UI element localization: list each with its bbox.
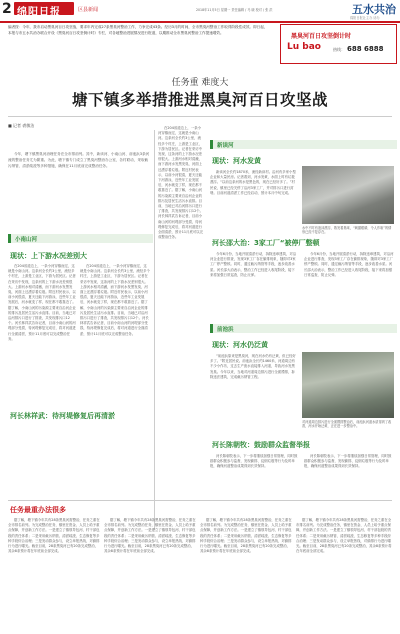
right-col-2b	[304, 252, 394, 316]
section-title: 五水共治	[352, 3, 396, 16]
section-subtitle: 绵阳日报社主办 协办	[350, 16, 380, 20]
right-col-2a	[210, 252, 298, 316]
bottom-col-3	[200, 518, 292, 628]
section-bar-left	[8, 234, 153, 243]
right-col-1	[210, 170, 296, 230]
right-col-3	[210, 354, 296, 432]
bottom-col-1-text: 据了解，塘下镇今年共有28条黑臭河需整治，任务之重在全市排名前列。为完成整治任务，镇里在资金、人员上给予重点保障，并创新工作方法。一是建立了镇领导包河、村干部包段的责任体系；二是采用截污纳管、清淤疏浚、生态修复等多种手段综合治理；三是发动群众参与，设立举报热线，对偷排行为进行曝光。截至目前，28条黑臭河已有20条完成整治，其余8条预计将在年底前全部完成。	[8, 518, 100, 554]
section-title-left: 小南山河	[15, 237, 38, 243]
section-bar-right-top	[210, 140, 397, 149]
byline: ■ 记者 裘敏洁	[8, 123, 35, 128]
river-photo-2	[302, 352, 394, 418]
left-subhead-1: 现状：上下游水况差别大	[10, 252, 87, 260]
right-subhead-1: 现状：河水发黄	[212, 157, 261, 165]
photo-caption-1: 水中不时有泡沫漂浮，散发着臭味，“刺激眼睛，令人作呕”的情形已经不复存在。	[302, 226, 392, 235]
intro-paragraph: 今年，塘下镇黑臭河治理任务在全市排前列。其中，新读河、小南山河、前池浜3条河流的整治任务尤为繁重。为此，塘下镇专门成立了黑臭河整治办公室，各村联动，采取截污纳管、清淤疏浚等多种措施，确保在11月底前完成整治任务。	[8, 152, 150, 168]
bottom-col-3-text: 据了解，塘下镇今年共有28条黑臭河需整治，任务之重在全市排名前列。为完成整治任务，镇里在资金、人员上给予重点保障，并创新工作方法。一是建立了镇领导包河、村干部包段的责任体系；二是采用截污纳管、清淤疏浚、生态修复等多种手段综合治理；三是发动群众参与，设立举报热线，对偷排行为进行曝光。截至目前，28条黑臭河已有20条完成整治，其余8条预计将在年底前全部完成。	[200, 518, 292, 554]
bottom-col-2-text: 据了解，塘下镇今年共有28条黑臭河需整治，任务之重在全市排名前列。为完成整治任务，镇里在资金、人员上给予重点保障，并创新工作方法。一是建立了镇领导包河、村干部包段的责任体系；二是采用截污纳管、清淤疏浚、生态修复等多种手段综合治理；三是发动群众参与，设立举报热线，对偷排行为进行曝光。截至目前，28条黑臭河已有20条完成整治，其余8条预计将在年底前全部完成。	[104, 518, 196, 554]
left-col-a	[8, 264, 76, 492]
right-col-4a-text: 河长陈朝牧表示，下一步将继续加强日常管理，同时鼓励群众积极参与监督，发现偷排、乱倒垃圾等行为及时举报，确保河道整治成果得到长效保持。	[210, 454, 298, 469]
photo-caption-2: 对河道周边排污进行全面摸排整治后，前池浜河道水质得到了改善，河水开始泛黄，正在进一步整治中。	[302, 420, 392, 429]
mid-col-top-text: 在204省道边上，一条小河穿镇而过，这就是小南山河。这条河全长约3公里，流经多个村庄，上游是工业区，下游为居民区。记者在采访中发现，这条河的上下游水况差别很大。上游河水相对清澈，而下游河水发黑发臭，河面上还漂浮着垃圾。附近村民表示，以前小河很清，夏天还能下河游泳，近些年工业发展后，河水就变了样，现在都不敢靠近了。据了解，小南山河的污染源主要来自沿河企业的排污及居民生活污水直排。目前，当地已对沿河排污口进行了排查，共发现排污口12个。河长林祥武告诉记者，目前小南山河的河堤部分受损，待河堤修复完成后，将对河道进行全面清淤，预计11月底可以完成整治任务。	[158, 126, 204, 240]
right-subhead-4: 河长陈朝牧：鼓励群众监督举报	[212, 441, 310, 449]
left-col-b-text: 在204省道边上，一条小河穿镇而过，这就是小南山河。这条河全长约3公里，流经多个村庄，上游是工业区，下游为居民区。记者在采访中发现，这条河的上下游水况差别很大。上游河水相对清澈，而下游河水发黑发臭，河面上还漂浮着垃圾。附近村民表示，以前小河很清，夏天还能下河游泳，近些年工业发展后，河水就变了样，现在都不敢靠近了。据了解，小南山河的污染源主要来自沿河企业的排污及居民生活污水直排。目前，当地已对沿河排污口进行了排查，共发现排污口12个。河长林祥武告诉记者，目前小南山河的河堤部分受损，待河堤修复完成后，将对河道进行全面清淤，预计11月底可以完成整治任务。	[80, 264, 150, 336]
page-header	[0, 0, 400, 22]
section-title-right-top: 新读河	[217, 143, 234, 149]
bottom-col-4	[296, 518, 392, 628]
countdown-hotline: 688 6888	[347, 45, 384, 53]
page-number: 2	[2, 1, 12, 17]
river-photo-1	[302, 166, 394, 224]
left-col-b	[80, 264, 150, 492]
right-subhead-2: 河长邵大治：3家工厂“被停厂整顿	[212, 239, 320, 247]
headline-rule	[8, 116, 392, 117]
right-col-4b-text: 河长陈朝牧表示，下一步将继续加强日常管理，同时鼓励群众积极参与监督，发现偷排、乱倒垃圾等行为及时举报，确保河道整治成果得到长效保持。	[304, 454, 392, 469]
bottom-rule	[8, 500, 392, 501]
right-col-1-text: 新读河全长约1870米，流经新读村。沿河有多家小型企业和大量民房。记者看到，河水发黄，水面上时有垃圾漂浮。“以前这条河的水是黑色的，现在已经好多了。”村民说，镇里已经关停了沿河3家工厂，并对排污口进行封堵。目前河道清淤工作已经启动，预计本月中旬完成。	[210, 170, 296, 195]
left-subhead-2: 河长林祥武：待河堤修复后再清淤	[10, 412, 115, 420]
section-title-right-bottom: 前池浜	[217, 327, 234, 333]
countdown-hotline-label: 热线：	[333, 47, 345, 52]
right-col-4a	[210, 454, 298, 494]
left-col-a-text: 在204省道边上，一条小河穿镇而过，这就是小南山河。这条河全长约3公里，流经多个村庄，上游是工业区，下游为居民区。记者在采访中发现，这条河的上下游水况差别很大。上游河水相对清澈，而下游河水发黑发臭，河面上还漂浮着垃圾。附近村民表示，以前小河很清，夏天还能下河游泳，近些年工业发展后，河水就变了样，现在都不敢靠近了。据了解，小南山河的污染源主要来自沿河企业的排污及居民生活污水直排。目前，当地已对沿河排污口进行了排查，共发现排污口12个。河长林祥武告诉记者，目前小南山河的河堤部分受损，待河堤修复完成后，将对河道进行全面清淤，预计11月底可以完成整治任务。	[8, 264, 76, 341]
column-divider-1	[154, 130, 155, 530]
masthead-subtitle: 区县新闻	[78, 7, 99, 13]
headline-kicker: 任务重 难度大	[171, 78, 229, 88]
intro-text	[8, 152, 150, 222]
right-subhead-3: 现状：河水仍泛黄	[212, 341, 268, 349]
bottom-col-2	[104, 518, 196, 628]
mid-col-top	[158, 126, 204, 426]
right-col-2a-text: 今年6月份，当地开展清淤行动，拆除违章建筑，对沿河企业进行排查，发现3家工厂存在偷排现象，随即对3家工厂停产整顿。同时，通过截污纳管等手段，逐步改善水质。河长邵大治表示，整治工作已经进入收尾阶段，接下来将加强日常巡查，防止反弹。	[210, 252, 297, 277]
right-col-4b	[304, 454, 394, 494]
right-col-2b-text: 今年6月份，当地开展清淤行动，拆除违章建筑，对沿河企业进行排查，发现3家工厂存在偷排现象，随即对3家工厂停产整顿。同时，通过截污纳管等手段，逐步改善水质。河长邵大治表示，整治工作已经进入收尾阶段，接下来将加强日常巡查，防止反弹。	[304, 252, 394, 277]
header-rule	[0, 21, 400, 23]
bottom-col-4-text: 据了解，塘下镇今年共有28条黑臭河需整治，任务之重在全市排名前列。为完成整治任务，镇里在资金、人员上给予重点保障，并创新工作方法。一是建立了镇领导包河、村干部包段的责任体系；二是采用截污纳管、清淤疏浚、生态修复等多种手段综合治理；三是发动群众参与，设立举报热线，对偷排行为进行曝光。截至目前，28条黑臭河已有20条完成整治，其余8条预计将在年底前全部完成。	[296, 518, 392, 554]
section-bar-right-bottom	[210, 324, 397, 333]
right-col-3-text: “前池浜原来是黑臭河，现在河水仍有泛黄，但已经好多了。”附近居民说。前池浜全长约1460米，河道周边有不少小作坊，过去生产废水直接排入河道，导致河水发黑发臭。今年以来，当地对河道周边排污进行全面摸排，拆除违法建筑，完成截污纳管工程。	[210, 354, 296, 379]
headline-title: 塘下镇多举措推进黑臭河百日攻坚战	[71, 90, 328, 109]
editor-note: 编者按：今年，我市启动黑臭河百日攻坚战，要求年内完成27条黑臭河整治工作，力争完成43条。经历3月的时间，全市黑臭河整治工作取得阶段性成效。即日起，本报与市五水共治办联合开设《黑臭河百日攻坚倒计时》专栏，对各地整治进展情况进行报道，以期推动全市黑臭河整治工作提速增效。	[8, 25, 268, 36]
countdown-box	[280, 24, 397, 64]
date-line: 2018年11月5日 星期一 责任编辑 / 马 晓 校对 / 张 洪	[196, 8, 273, 12]
masthead-title: 绵阳日报	[17, 7, 61, 18]
bottom-section-title: 任务最重办法很多	[10, 506, 66, 514]
countdown-title: 黑臭河百日攻坚倒计时	[291, 33, 352, 40]
bottom-col-1	[8, 518, 100, 628]
countdown-place: Lu bao	[287, 42, 321, 52]
